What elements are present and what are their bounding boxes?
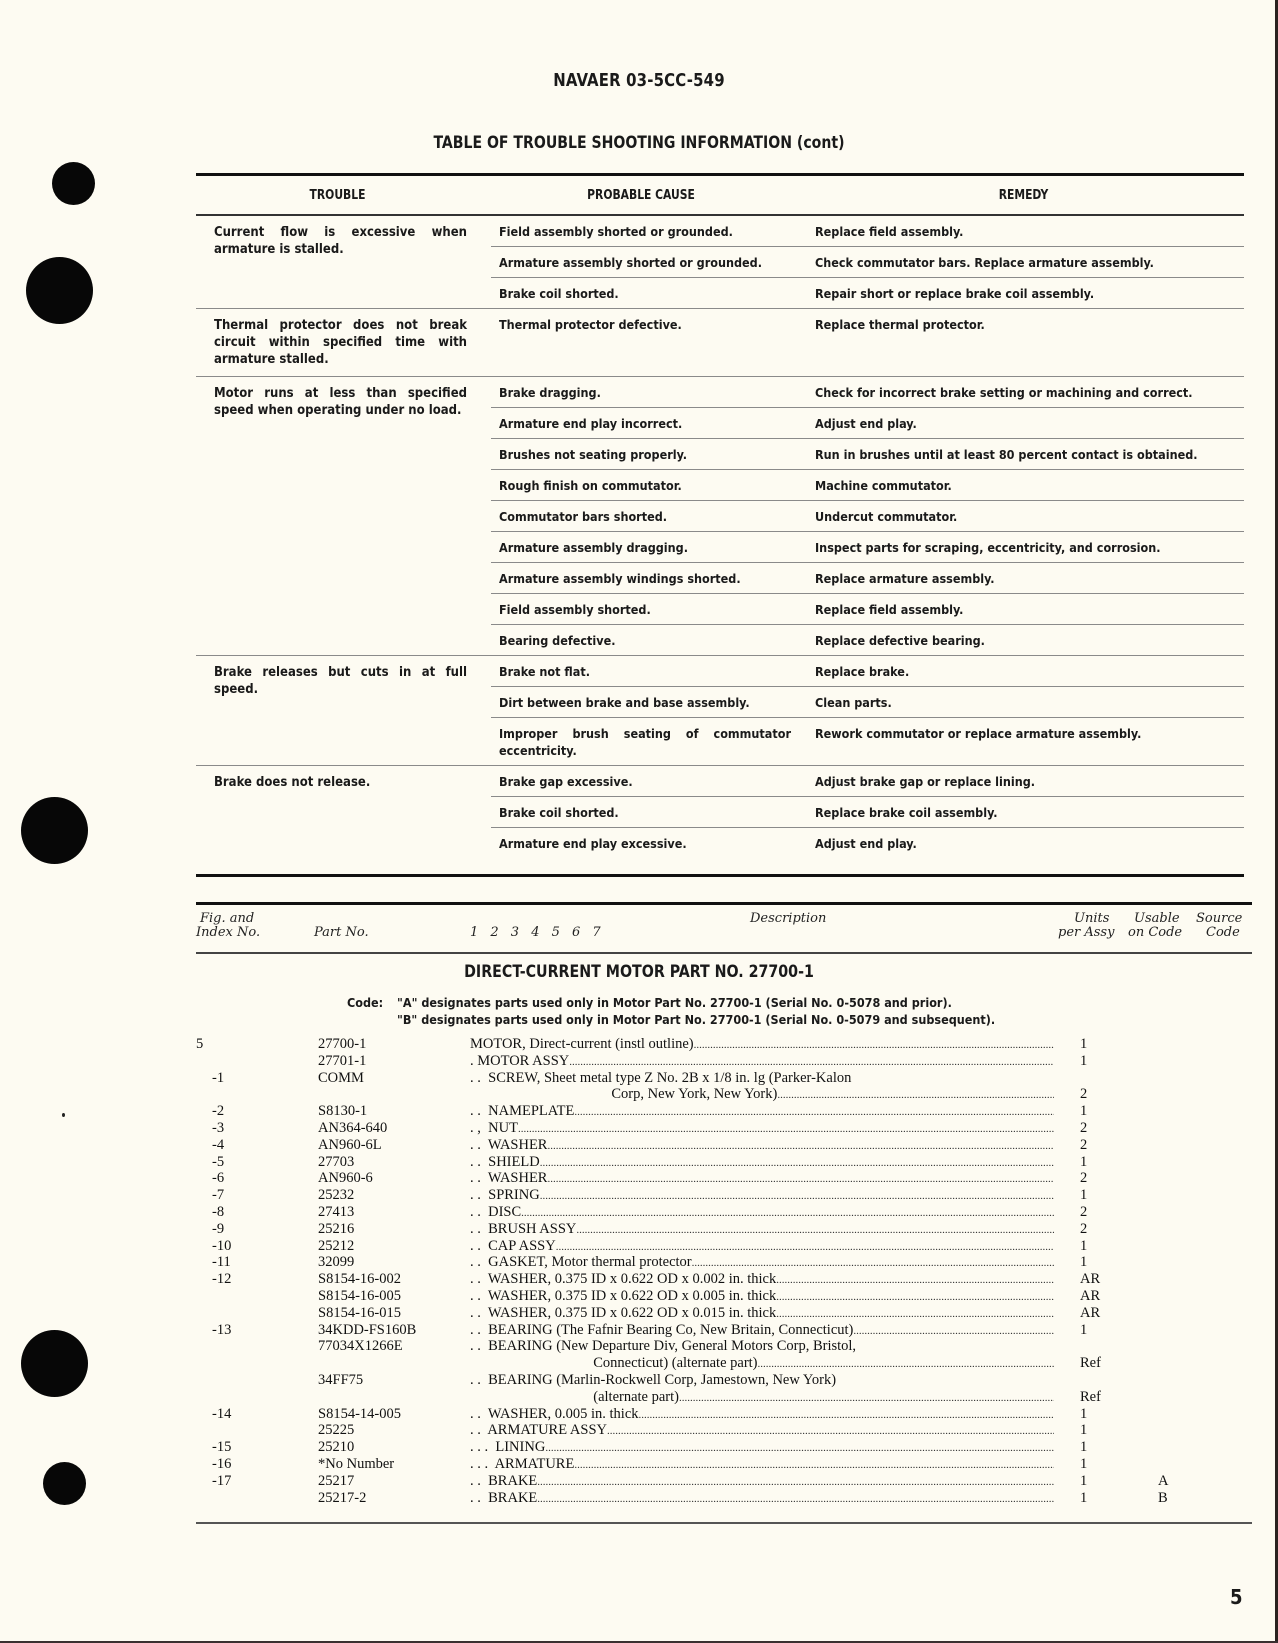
part-number: 25217 bbox=[318, 1472, 355, 1489]
parts-row bbox=[196, 1170, 1256, 1187]
part-number: AN364-640 bbox=[318, 1119, 388, 1136]
fig-index: -17 bbox=[212, 1472, 232, 1489]
part-description: . . . ARMATURE ..... bbox=[470, 1456, 1054, 1474]
probable-cause: Brake coil shorted. bbox=[499, 805, 619, 820]
probable-cause: Field assembly shorted or grounded. bbox=[499, 224, 733, 239]
units-per-assy: 1 bbox=[1080, 1321, 1088, 1338]
parts-row bbox=[196, 1120, 1256, 1137]
table-row bbox=[491, 247, 1244, 278]
code-note-b bbox=[347, 1011, 995, 1028]
units-per-assy: 1 bbox=[1080, 1405, 1088, 1422]
remedy: Replace defective bearing. bbox=[815, 633, 985, 648]
fig-index: -16 bbox=[212, 1455, 232, 1472]
units-per-assy: AR bbox=[1080, 1304, 1101, 1321]
parts-row bbox=[196, 1103, 1256, 1120]
parts-row bbox=[196, 1271, 1256, 1288]
remedy: Undercut commutator. bbox=[815, 509, 958, 524]
probable-cause: Bearing defective. bbox=[499, 633, 616, 648]
table-row bbox=[491, 216, 1244, 247]
part-number: 25217-2 bbox=[318, 1489, 367, 1506]
part-description: . . GASKET, Motor thermal protector ..... bbox=[470, 1254, 1054, 1272]
table-row bbox=[491, 501, 1244, 532]
cause-list bbox=[491, 766, 1244, 858]
parts-list-header bbox=[196, 912, 1252, 950]
units-per-assy: 1 bbox=[1080, 1455, 1088, 1472]
header-source-1: Source bbox=[1196, 911, 1243, 926]
part-number: AN960-6 bbox=[318, 1170, 373, 1187]
units-per-assy: 1 bbox=[1080, 1036, 1088, 1052]
part-number: *No Number bbox=[318, 1455, 395, 1472]
part-number: AN960-6L bbox=[318, 1136, 382, 1153]
fig-index: -15 bbox=[212, 1439, 232, 1456]
troubleshooting-body bbox=[196, 216, 1244, 858]
trouble-group bbox=[196, 656, 1244, 766]
table-row bbox=[491, 828, 1244, 858]
troubleshooting-table bbox=[196, 173, 1244, 858]
units-per-assy: 1 bbox=[1080, 1052, 1088, 1069]
header-fig-index-2: Index No. bbox=[196, 925, 261, 940]
fig-index: -10 bbox=[212, 1237, 232, 1254]
fig-index: -5 bbox=[212, 1153, 225, 1170]
table-title: TABLE OF TROUBLE SHOOTING INFORMATION (cont) bbox=[433, 133, 845, 153]
part-number: 25210 bbox=[318, 1439, 355, 1456]
fig-index: -6 bbox=[212, 1170, 225, 1187]
punch-hole-icon bbox=[26, 257, 93, 324]
part-number: 34FF75 bbox=[318, 1371, 364, 1388]
units-per-assy: 1 bbox=[1080, 1103, 1088, 1120]
parts-header-bottom-rule bbox=[196, 952, 1252, 954]
remedy: Check for incorrect brake setting or machining and correct. bbox=[815, 385, 1193, 400]
probable-cause: Brake dragging. bbox=[499, 385, 601, 400]
paper-speck bbox=[62, 1113, 65, 1117]
header-usable-1: Usable bbox=[1134, 911, 1180, 926]
table-row bbox=[491, 278, 1244, 308]
fig-index: -7 bbox=[212, 1187, 225, 1204]
trouble-group bbox=[196, 216, 1244, 309]
punch-hole-icon bbox=[21, 797, 88, 864]
trouble-text: Brake releases but cuts in at full speed. bbox=[214, 665, 467, 697]
parts-row bbox=[196, 1322, 1256, 1339]
part-description: . . BRAKE ..... bbox=[470, 1473, 1054, 1491]
units-per-assy: Ref bbox=[1080, 1388, 1101, 1405]
part-number: 27701-1 bbox=[318, 1052, 367, 1069]
code-note-a bbox=[347, 994, 952, 1011]
parts-row bbox=[196, 1221, 1256, 1238]
part-description: . . WASHER, 0.375 ID x 0.622 OD x 0.015 in. thick ..... bbox=[470, 1305, 1054, 1323]
probable-cause: Armature assembly dragging. bbox=[499, 540, 688, 555]
header-remedy: REMEDY bbox=[998, 187, 1049, 203]
fig-index: -11 bbox=[212, 1254, 231, 1271]
remedy: Replace thermal protector. bbox=[815, 317, 985, 332]
remedy: Run in brushes until at least 80 percent contact is obtained. bbox=[815, 447, 1198, 462]
probable-cause: Brake gap excessive. bbox=[499, 774, 633, 789]
header-trouble: TROUBLE bbox=[309, 187, 366, 203]
header-part-no: Part No. bbox=[314, 925, 369, 940]
cause-list bbox=[491, 656, 1244, 765]
trouble-group bbox=[196, 766, 1244, 858]
probable-cause: Commutator bars shorted. bbox=[499, 509, 668, 524]
header-source-2: Code bbox=[1206, 925, 1240, 940]
usable-on-code: B bbox=[1158, 1489, 1168, 1506]
part-description: . . BRUSH ASSY ..... bbox=[470, 1221, 1054, 1239]
probable-cause: Brake coil shorted. bbox=[499, 286, 619, 301]
table-row bbox=[491, 687, 1244, 718]
probable-cause: Armature end play incorrect. bbox=[499, 416, 683, 431]
remedy: Clean parts. bbox=[815, 695, 892, 710]
units-per-assy: 2 bbox=[1080, 1170, 1088, 1187]
parts-row bbox=[196, 1473, 1256, 1490]
probable-cause: Armature assembly shorted or grounded. bbox=[499, 255, 762, 270]
trouble-text: Brake does not release. bbox=[214, 775, 371, 790]
table-row bbox=[491, 656, 1244, 687]
parts-section-title: DIRECT-CURRENT MOTOR PART NO. 27700-1 bbox=[464, 962, 814, 982]
parts-row bbox=[196, 1372, 1256, 1389]
parts-row bbox=[196, 1456, 1256, 1473]
part-number: 77034X1266E bbox=[318, 1338, 403, 1355]
parts-row bbox=[196, 1204, 1256, 1221]
trouble-group bbox=[196, 377, 1244, 656]
probable-cause: Dirt between brake and base assembly. bbox=[499, 695, 750, 710]
fig-index: -2 bbox=[212, 1103, 225, 1120]
header-units-2: per Assy bbox=[1058, 925, 1115, 940]
part-description: . . SPRING ..... bbox=[470, 1187, 1054, 1205]
fig-index: -9 bbox=[212, 1220, 225, 1237]
cause-list bbox=[491, 377, 1244, 655]
header-description: Description bbox=[750, 911, 827, 926]
remedy: Replace brake. bbox=[815, 664, 910, 679]
trouble-group bbox=[196, 309, 1244, 377]
remedy: Replace field assembly. bbox=[815, 602, 964, 617]
part-number: 25225 bbox=[318, 1422, 355, 1439]
parts-row bbox=[196, 1070, 1256, 1087]
parts-row bbox=[196, 1053, 1256, 1070]
table-row bbox=[491, 718, 1244, 765]
probable-cause: Armature assembly windings shorted. bbox=[499, 571, 741, 586]
part-number: S8154-14-005 bbox=[318, 1405, 401, 1422]
parts-row bbox=[196, 1490, 1256, 1507]
part-number: 25212 bbox=[318, 1237, 355, 1254]
table-row bbox=[491, 766, 1244, 797]
units-per-assy: 2 bbox=[1080, 1136, 1088, 1153]
parts-row bbox=[196, 1305, 1256, 1322]
remedy: Inspect parts for scraping, eccentricity, and corrosion. bbox=[815, 540, 1161, 555]
probable-cause: Brake not flat. bbox=[499, 664, 590, 679]
units-per-assy: 2 bbox=[1080, 1220, 1088, 1237]
fig-index: 5 bbox=[196, 1036, 204, 1052]
part-description: . . . LINING ..... bbox=[470, 1439, 1054, 1457]
code-a-text: "A" designates parts used only in Motor Part No. 27700-1 (Serial No. 0-5078 and prior). bbox=[397, 995, 952, 1010]
part-description: . . BRAKE ..... bbox=[470, 1490, 1054, 1508]
punch-hole-icon bbox=[21, 1330, 88, 1397]
part-number: COMM bbox=[318, 1069, 364, 1086]
trouble-text: Motor runs at less than specified speed when operating under no load. bbox=[214, 386, 467, 418]
units-per-assy: 1 bbox=[1080, 1153, 1088, 1170]
part-description: Corp, New York, New York) ..... bbox=[470, 1086, 1054, 1104]
document-number: NAVAER 03-5CC-549 bbox=[553, 70, 725, 91]
table-header-row bbox=[196, 176, 1244, 214]
parts-row bbox=[196, 1439, 1256, 1456]
fig-index: -3 bbox=[212, 1119, 225, 1136]
part-number: 34KDD-FS160B bbox=[318, 1321, 417, 1338]
trouble-text: Current flow is excessive when armature is stalled. bbox=[214, 225, 467, 257]
part-number: 27703 bbox=[318, 1153, 355, 1170]
units-per-assy: AR bbox=[1080, 1271, 1101, 1288]
probable-cause: Field assembly shorted. bbox=[499, 602, 651, 617]
part-description: . . WASHER, 0.005 in. thick ..... bbox=[470, 1406, 1054, 1424]
code-b-text: "B" designates parts used only in Motor Part No. 27700-1 (Serial No. 0-5079 and subsequent). bbox=[397, 1012, 996, 1027]
part-description: . . WASHER, 0.375 ID x 0.622 OD x 0.005 in. thick ..... bbox=[470, 1288, 1054, 1306]
parts-row bbox=[196, 1254, 1256, 1271]
remedy: Adjust end play. bbox=[815, 416, 917, 431]
probable-cause: Rough finish on commutator. bbox=[499, 478, 682, 493]
header-probable-cause: PROBABLE CAUSE bbox=[587, 187, 695, 203]
part-number: S8154-16-015 bbox=[318, 1304, 401, 1321]
part-description: . . SCREW, Sheet metal type Z No. 2B x 1/8 in. lg (Parker-Kalon bbox=[470, 1069, 852, 1086]
units-per-assy: 1 bbox=[1080, 1489, 1088, 1506]
parts-header-top-rule bbox=[196, 902, 1252, 905]
parts-row bbox=[196, 1238, 1256, 1255]
part-number: 25232 bbox=[318, 1187, 355, 1204]
remedy: Adjust brake gap or replace lining. bbox=[815, 774, 1036, 789]
parts-row bbox=[196, 1187, 1256, 1204]
usable-on-code: A bbox=[1158, 1472, 1169, 1489]
units-per-assy: 2 bbox=[1080, 1203, 1088, 1220]
table-bottom-rule bbox=[196, 874, 1244, 877]
cause-list bbox=[491, 309, 1244, 376]
code-label: Code: bbox=[347, 995, 384, 1010]
fig-index: -13 bbox=[212, 1321, 232, 1338]
trouble-text: Thermal protector does not break circuit within specified time with armature stalled. bbox=[214, 318, 467, 367]
part-description: . MOTOR ASSY ..... bbox=[470, 1053, 1054, 1071]
part-number: 27700-1 bbox=[318, 1036, 367, 1052]
probable-cause: Improper brush seating of commutator eccentricity. bbox=[499, 726, 791, 758]
remedy: Machine commutator. bbox=[815, 478, 952, 493]
table-row bbox=[491, 309, 1244, 339]
part-description: Connecticut) (alternate part) ..... bbox=[470, 1355, 1054, 1373]
part-number: 27413 bbox=[318, 1203, 355, 1220]
punch-hole-icon bbox=[43, 1462, 86, 1505]
parts-bottom-rule bbox=[196, 1522, 1252, 1524]
part-description: . . BEARING (Marlin-Rockwell Corp, Jamestown, New York) bbox=[470, 1371, 837, 1388]
part-description: . . BEARING (The Fafnir Bearing Co, New Britain, Connecticut) ..... bbox=[470, 1322, 1054, 1340]
units-per-assy: Ref bbox=[1080, 1355, 1101, 1372]
parts-row bbox=[196, 1389, 1256, 1406]
parts-row bbox=[196, 1406, 1256, 1423]
page-number: 5 bbox=[1230, 1585, 1243, 1609]
header-usable-2: on Code bbox=[1128, 925, 1183, 940]
part-description: . . NAMEPLATE ..... bbox=[470, 1103, 1054, 1121]
part-description: MOTOR, Direct-current (instl outline) ..... bbox=[470, 1036, 1054, 1054]
table-row bbox=[491, 532, 1244, 563]
probable-cause: Brushes not seating properly. bbox=[499, 447, 688, 462]
probable-cause: Thermal protector defective. bbox=[499, 317, 682, 332]
parts-row bbox=[196, 1355, 1256, 1372]
part-description: . . DISC ..... bbox=[470, 1204, 1054, 1222]
units-per-assy: 2 bbox=[1080, 1086, 1088, 1103]
punch-hole-icon bbox=[52, 162, 95, 205]
units-per-assy: 1 bbox=[1080, 1187, 1088, 1204]
fig-index: -14 bbox=[212, 1405, 232, 1422]
table-row bbox=[491, 470, 1244, 501]
units-per-assy: AR bbox=[1080, 1287, 1101, 1304]
parts-row bbox=[196, 1154, 1256, 1171]
units-per-assy: 1 bbox=[1080, 1254, 1088, 1271]
part-description: . . WASHER ..... bbox=[470, 1170, 1054, 1188]
table-row bbox=[491, 594, 1244, 625]
remedy: Replace armature assembly. bbox=[815, 571, 995, 586]
units-per-assy: 1 bbox=[1080, 1422, 1088, 1439]
fig-index: -8 bbox=[212, 1203, 225, 1220]
units-per-assy: 1 bbox=[1080, 1237, 1088, 1254]
fig-index: -4 bbox=[212, 1136, 225, 1153]
part-description: . . BEARING (New Departure Div, General Motors Corp, Bristol, bbox=[470, 1338, 857, 1355]
fig-index: -12 bbox=[212, 1271, 232, 1288]
table-row bbox=[491, 797, 1244, 828]
table-row bbox=[491, 625, 1244, 655]
parts-row bbox=[196, 1288, 1256, 1305]
table-row bbox=[491, 377, 1244, 408]
header-indent-levels: 1 2 3 4 5 6 7 bbox=[470, 925, 605, 940]
part-description: . . SHIELD ..... bbox=[470, 1154, 1054, 1172]
remedy: Adjust end play. bbox=[815, 836, 917, 851]
remedy: Check commutator bars. Replace armature assembly. bbox=[815, 255, 1154, 270]
remedy: Replace brake coil assembly. bbox=[815, 805, 998, 820]
remedy: Replace field assembly. bbox=[815, 224, 964, 239]
parts-row bbox=[196, 1036, 1256, 1053]
part-description: . . WASHER ..... bbox=[470, 1137, 1054, 1155]
parts-list bbox=[196, 1036, 1256, 1506]
parts-row bbox=[196, 1086, 1256, 1103]
table-row bbox=[491, 439, 1244, 470]
part-number: S8154-16-005 bbox=[318, 1287, 401, 1304]
part-number: S8154-16-002 bbox=[318, 1271, 401, 1288]
units-per-assy: 2 bbox=[1080, 1119, 1088, 1136]
cause-list bbox=[491, 216, 1244, 308]
parts-row bbox=[196, 1137, 1256, 1154]
part-number: 32099 bbox=[318, 1254, 355, 1271]
table-row bbox=[491, 408, 1244, 439]
part-description: . . CAP ASSY ..... bbox=[470, 1238, 1054, 1256]
parts-row bbox=[196, 1422, 1256, 1439]
fig-index: -1 bbox=[212, 1069, 225, 1086]
part-number: S8130-1 bbox=[318, 1103, 368, 1120]
part-description: (alternate part) ..... bbox=[470, 1389, 1054, 1407]
table-row bbox=[491, 563, 1244, 594]
remedy: Repair short or replace brake coil assembly. bbox=[815, 286, 1095, 301]
units-per-assy: 1 bbox=[1080, 1439, 1088, 1456]
part-description: . . ARMATURE ASSY ..... bbox=[470, 1422, 1054, 1440]
header-units-1: Units bbox=[1074, 911, 1110, 926]
units-per-assy: 1 bbox=[1080, 1472, 1088, 1489]
header-fig-index-1: Fig. and bbox=[200, 911, 255, 926]
part-description: . , NUT ..... bbox=[470, 1120, 1054, 1138]
part-description: . . WASHER, 0.375 ID x 0.622 OD x 0.002 in. thick ..... bbox=[470, 1271, 1054, 1289]
part-number: 25216 bbox=[318, 1220, 355, 1237]
parts-row bbox=[196, 1338, 1256, 1355]
remedy: Rework commutator or replace armature assembly. bbox=[815, 726, 1142, 741]
probable-cause: Armature end play excessive. bbox=[499, 836, 687, 851]
